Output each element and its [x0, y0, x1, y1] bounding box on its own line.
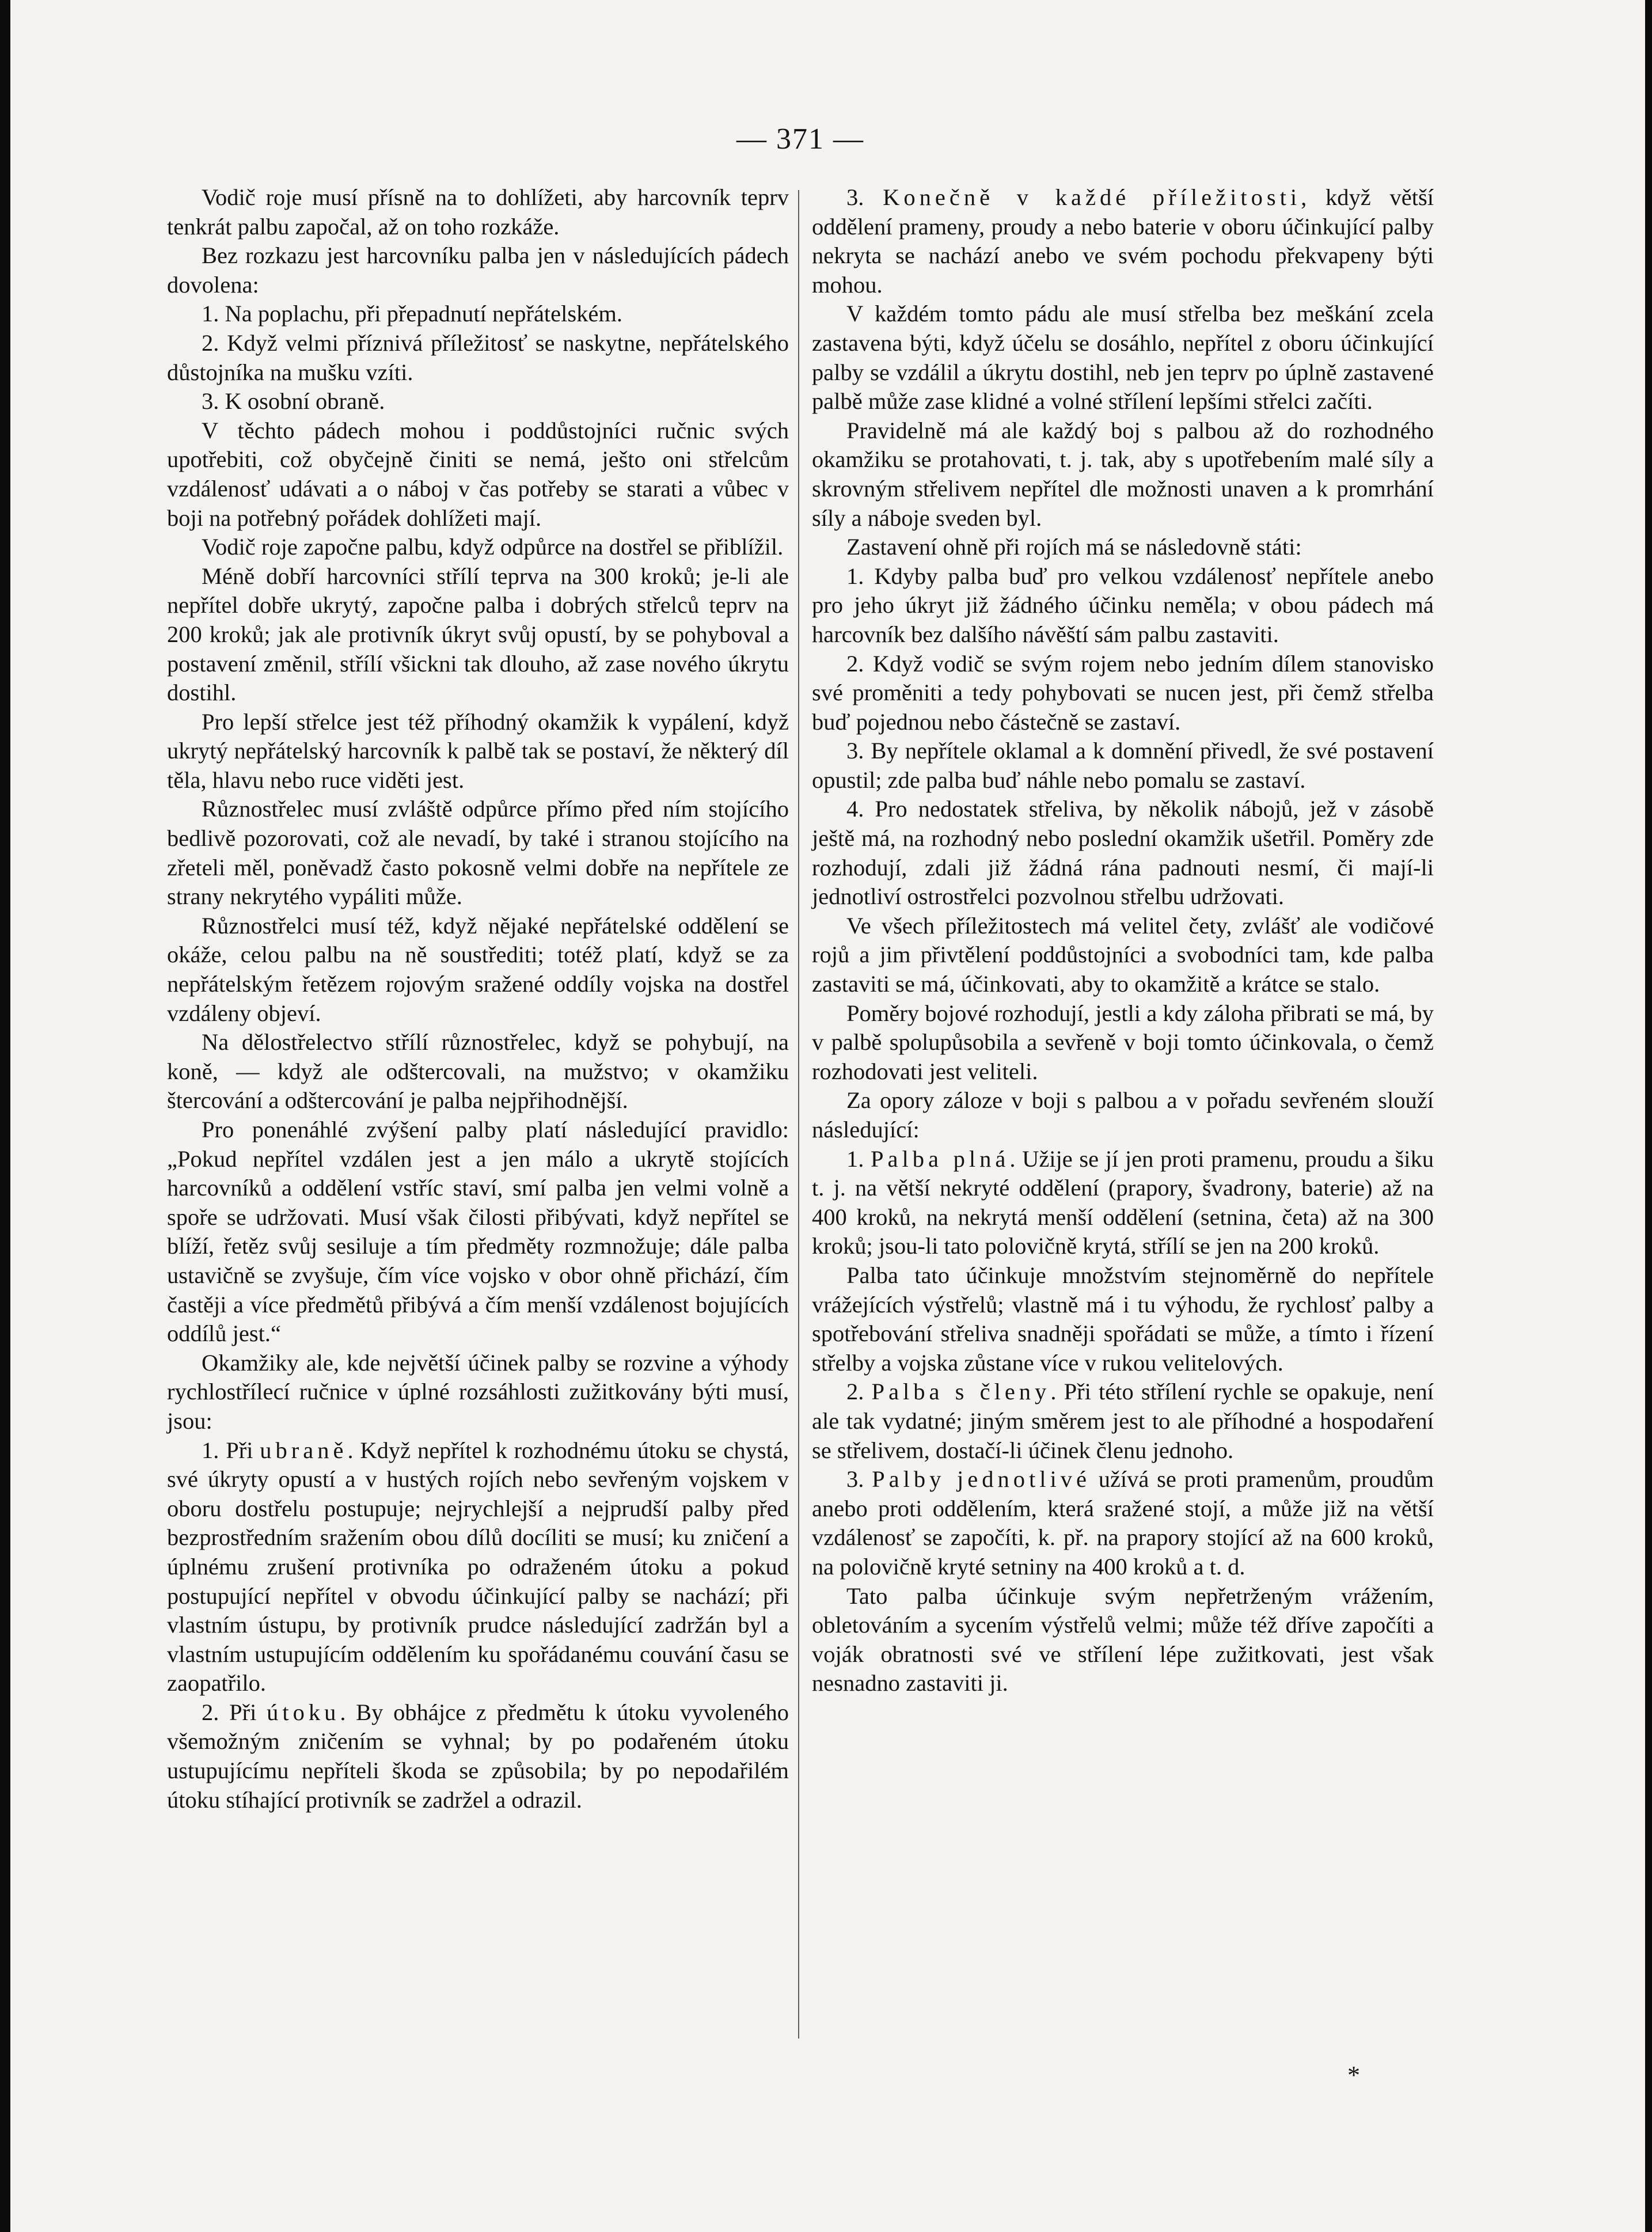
paragraph: Poměry bojové rozhodují, jestli a kdy záloha přibrati se má, by v palbě spolupůsobila a sevřeně v boji tomto účinkovala, o čemž rozhodovati jest veliteli. [812, 1000, 1434, 1084]
paragraph: V těchto pádech mohou i poddůstojníci ručnic svých upotřebiti, což obyčejně činiti se nemá, ješto oni střelcům vzdálenosť udávati a o náboj v čas potřeby se starati a vůbec v boji na potřebný pořádek dohlížeti mají. [167, 417, 789, 531]
paragraph: Pro lepší střelce jest též příhodný okamžik k vypálení, když ukrytý nepřátelský harcovník k palbě tak se postaví, že některý díl těla, hlavu nebo ruce viděti jest. [167, 708, 789, 793]
page-number: — 371 — [736, 123, 864, 155]
numbered-item: 3. Palby jednotlivé užívá se proti pramenům, proudům anebo proti oddělením, která sražené stojí, a může již na větší vzdálenosť se započíti, k. př. na prapory stojící až na 600 kroků, na polovičně kryté setniny na 400 kroků a t. d. [812, 1466, 1434, 1580]
numbered-item: 2. Palba s členy. Při této střílení rychle se opakuje, není ale tak vydatné; jiným směrem jest to ale příhodné a hospodaření se střelivem, dostačí-li účinek členu jednoho. [812, 1379, 1434, 1463]
paragraph: Různostřelci musí též, když nějaké nepřátelské oddělení se okáže, celou palbu na ně soustřediti; totéž platí, když se za nepřátelským řetězem rojovým sražené oddíly vojska na dostřel vzdáleny objeví. [167, 912, 789, 1026]
paragraph: Bez rozkazu jest harcovníku palba jen v následujících pádech dovolena: [167, 242, 789, 298]
paragraph: Za opory záloze v boji s palbou a v pořadu sevřeném slouží následující: [812, 1087, 1434, 1142]
paragraph: Na dělostřelectvo střílí různostřelec, když se pohybují, na koně, — když ale odštercovali, na mužstvo; v okamžiku štercování a odštercování je palba nejpřihodnější. [167, 1029, 789, 1114]
column-divider [798, 190, 799, 2039]
paragraph: Pro ponenáhlé zvýšení palby platí následující pravidlo: „Pokud nepřítel vzdálen jest a jen málo a ukrytě stojících harcovníků a oddělení vstříc staví, smí palba jen velmi volně a spoře se udržovati. Musí však čilosti přibývati, když nepřítel se blíží, řetěz svůj sesiluje a tím předměty rozmnožuje; dále palba ustavičně se zvyšuje, čím více vojsko v obor ohně přichází, čím častěji a více předmětů přibývá a čím menší vzdálenost bojujících oddílů jest.“ [167, 1117, 789, 1347]
scan-edge-left [0, 0, 10, 2232]
spaced-term: ubraně [260, 1437, 348, 1463]
paragraph: V každém tomto pádu ale musí střelba bez meškání zcela zastavena býti, když účelu se dosáhlo, nepřítel z oboru účinkující palby se vzdálil a úkrytu dostihl, neb jen teprv po úplně zastavené palbě může zase klidné a volné střílení lepšími střelci začíti. [812, 301, 1434, 415]
spaced-term: útoku [267, 1699, 340, 1725]
numbered-item: 3. Konečně v každé příležitosti, když větší oddělení prameny, proudy a nebo baterie v oboru účinkující palby nekryta se nachází anebo ve svém pochodu překvapeny býti mohou. [812, 184, 1434, 298]
paragraph: 1. Na poplachu, při přepadnutí nepřátelském. [202, 301, 623, 327]
paragraph: Méně dobří harcovníci střílí teprva na 300 kroků; je-li ale nepřítel dobře ukrytý, započne palba i dobrých střelců teprv na 200 kroků; jak ale protivník úkryt svůj opustí, by se pohyboval a postavení změnil, střílí všickni tak dlouho, až zase nového úkrytu dostihl. [167, 563, 789, 706]
paragraph: Tato palba účinkuje svým nepřetrženým vrážením, obletováním a sycením výstřelů velmi; může též dříve započíti a voják obratnosti své ve střílení lépe zužitkovati, jest však nesnadno zastaviti ji. [812, 1582, 1434, 1696]
paragraph: Zastavení ohně při rojích má se následovně státi: [846, 534, 1302, 560]
spaced-term: Palba plná [871, 1145, 1010, 1172]
left-column [167, 183, 789, 1815]
paragraph: 2. Když velmi příznivá příležitosť se naskytne, nepřátelského důstojníka na mušku vzíti. [167, 329, 789, 385]
paragraph: 4. Pro nedostatek střeliva, by několik nábojů, jež v zásobě ještě má, na rozhodný nebo poslední okamžik ušetřil. Poměry zde rozhodují, zdali již žádná rána padnouti nesmí, či mají-li jednotliví ostrostřelci pozvolnou střelbu udržovati. [812, 796, 1434, 910]
paragraph: Vodič roje započne palbu, když odpůrce na dostřel se přiblížil. [202, 534, 784, 560]
spaced-term: Palba s členy [871, 1379, 1051, 1405]
paragraph: 2. Když vodič se svým rojem nebo jedním dílem stanovisko své proměniti a tedy pohybovati se nucen jest, při čemž střelba buď pojednou nebo částečně se zastaví. [812, 650, 1434, 735]
scan-edge-right [1645, 0, 1652, 2232]
numbered-item: 1. Při ubraně. Když nepřítel k rozhodnému útoku se chystá, své úkryty opustí a v hustých rojích nebo sevřeným vojskem v oboru dostřelu postupuje; nejrychlejší a nejprudší palby před bezprostředním sražením obou dílů docíliti se musí; ku zničení a úplnému zrušení protivníka po odraženém útoku a pokud postupující nepřítel v obvodu účinkující palby se nachází; při vlastním ústupu, by protivník prudce následující zadržán byl a vlastním ustupujícím oddělením ku spořádanému couvání času se zaopatřilo. [167, 1437, 789, 1696]
paragraph: Palba tato účinkuje množstvím stejnoměrně do nepřítele vrážejících výstřelů; vlastně má i tu výhodu, že rychlosť palby a spotřebování střeliva snadněji spořádati se může, a tímto i řízení střelby a vojska zůstane více v rukou velitelových. [812, 1262, 1434, 1376]
spaced-term: Palby jednotlivé [872, 1466, 1091, 1493]
paragraph: 3. By nepřítele oklamal a k domnění přivedl, že své postavení opustil; zde palba buď náhle nebo pomalu se zastaví. [812, 738, 1434, 793]
spaced-term: Konečně v každé příležitosti [883, 184, 1301, 210]
paragraph: Pravidelně má ale každý boj s palbou až do rozhodného okamžiku se protahovati, t. j. tak, aby s upotřebením malé síly a skrovným střelivem nepřítel dle možnosti unaven a k promrhání síly a náboje sveden byl. [812, 417, 1434, 531]
paragraph: Vodič roje musí přísně na to dohlížeti, aby harcovník teprv tenkrát palbu započal, až on toho rozkáže. [167, 184, 789, 240]
numbered-item: 2. Při útoku. By obhájce z předmětu k útoku vyvoleného všemožným zničením se vyhnal; by po podařeném útoku ustupujícímu nepříteli škoda se způsobila; by po nepodařilém útoku stíhající protivník se zadržel a odrazil. [167, 1699, 789, 1813]
right-column [812, 183, 1434, 1698]
paragraph: Ve všech příležitostech má velitel čety, zvlášť ale vodičové rojů a jim přivtělení poddůstojníci a svobodníci tam, kde palba zastaviti se má, účinkovati, aby to okamžitě a krátce se stalo. [812, 912, 1434, 997]
paragraph: Různostřelec musí zvláště odpůrce přímo před ním stojícího bedlivě pozorovati, což ale nevadí, by také i stranou stojícího na zřeteli měl, poněvadž často pokosně velmi dobře na nepřítele ze strany nekrytého vypáliti může. [167, 796, 789, 910]
paragraph: 3. K osobní obraně. [202, 388, 385, 415]
paragraph: 1. Kdyby palba buď pro velkou vzdálenosť nepřítele anebo pro jeho úkryt již žádného účinku neměla; v obou pádech má harcovník bez dalšího návěští sám palbu zastaviti. [812, 563, 1434, 647]
numbered-item: 1. Palba plná. Užije se jí jen proti pramenu, proudu a šiku t. j. na větší nekryté oddělení (prapory, švadrony, baterie) až na 400 kroků, na nekrytá menší oddělení (setnina, četa) až na 300 kroků; jsou-li tato polovičně krytá, střílí se jen na 200 kroků. [812, 1145, 1434, 1259]
paragraph: Okamžiky ale, kde největší účinek palby se rozvine a výhody rychlostřílecí ručnice v úplné rozsáhlosti zužitkovány býti musí, jsou: [167, 1349, 789, 1434]
end-mark: * [1347, 2061, 1360, 2089]
